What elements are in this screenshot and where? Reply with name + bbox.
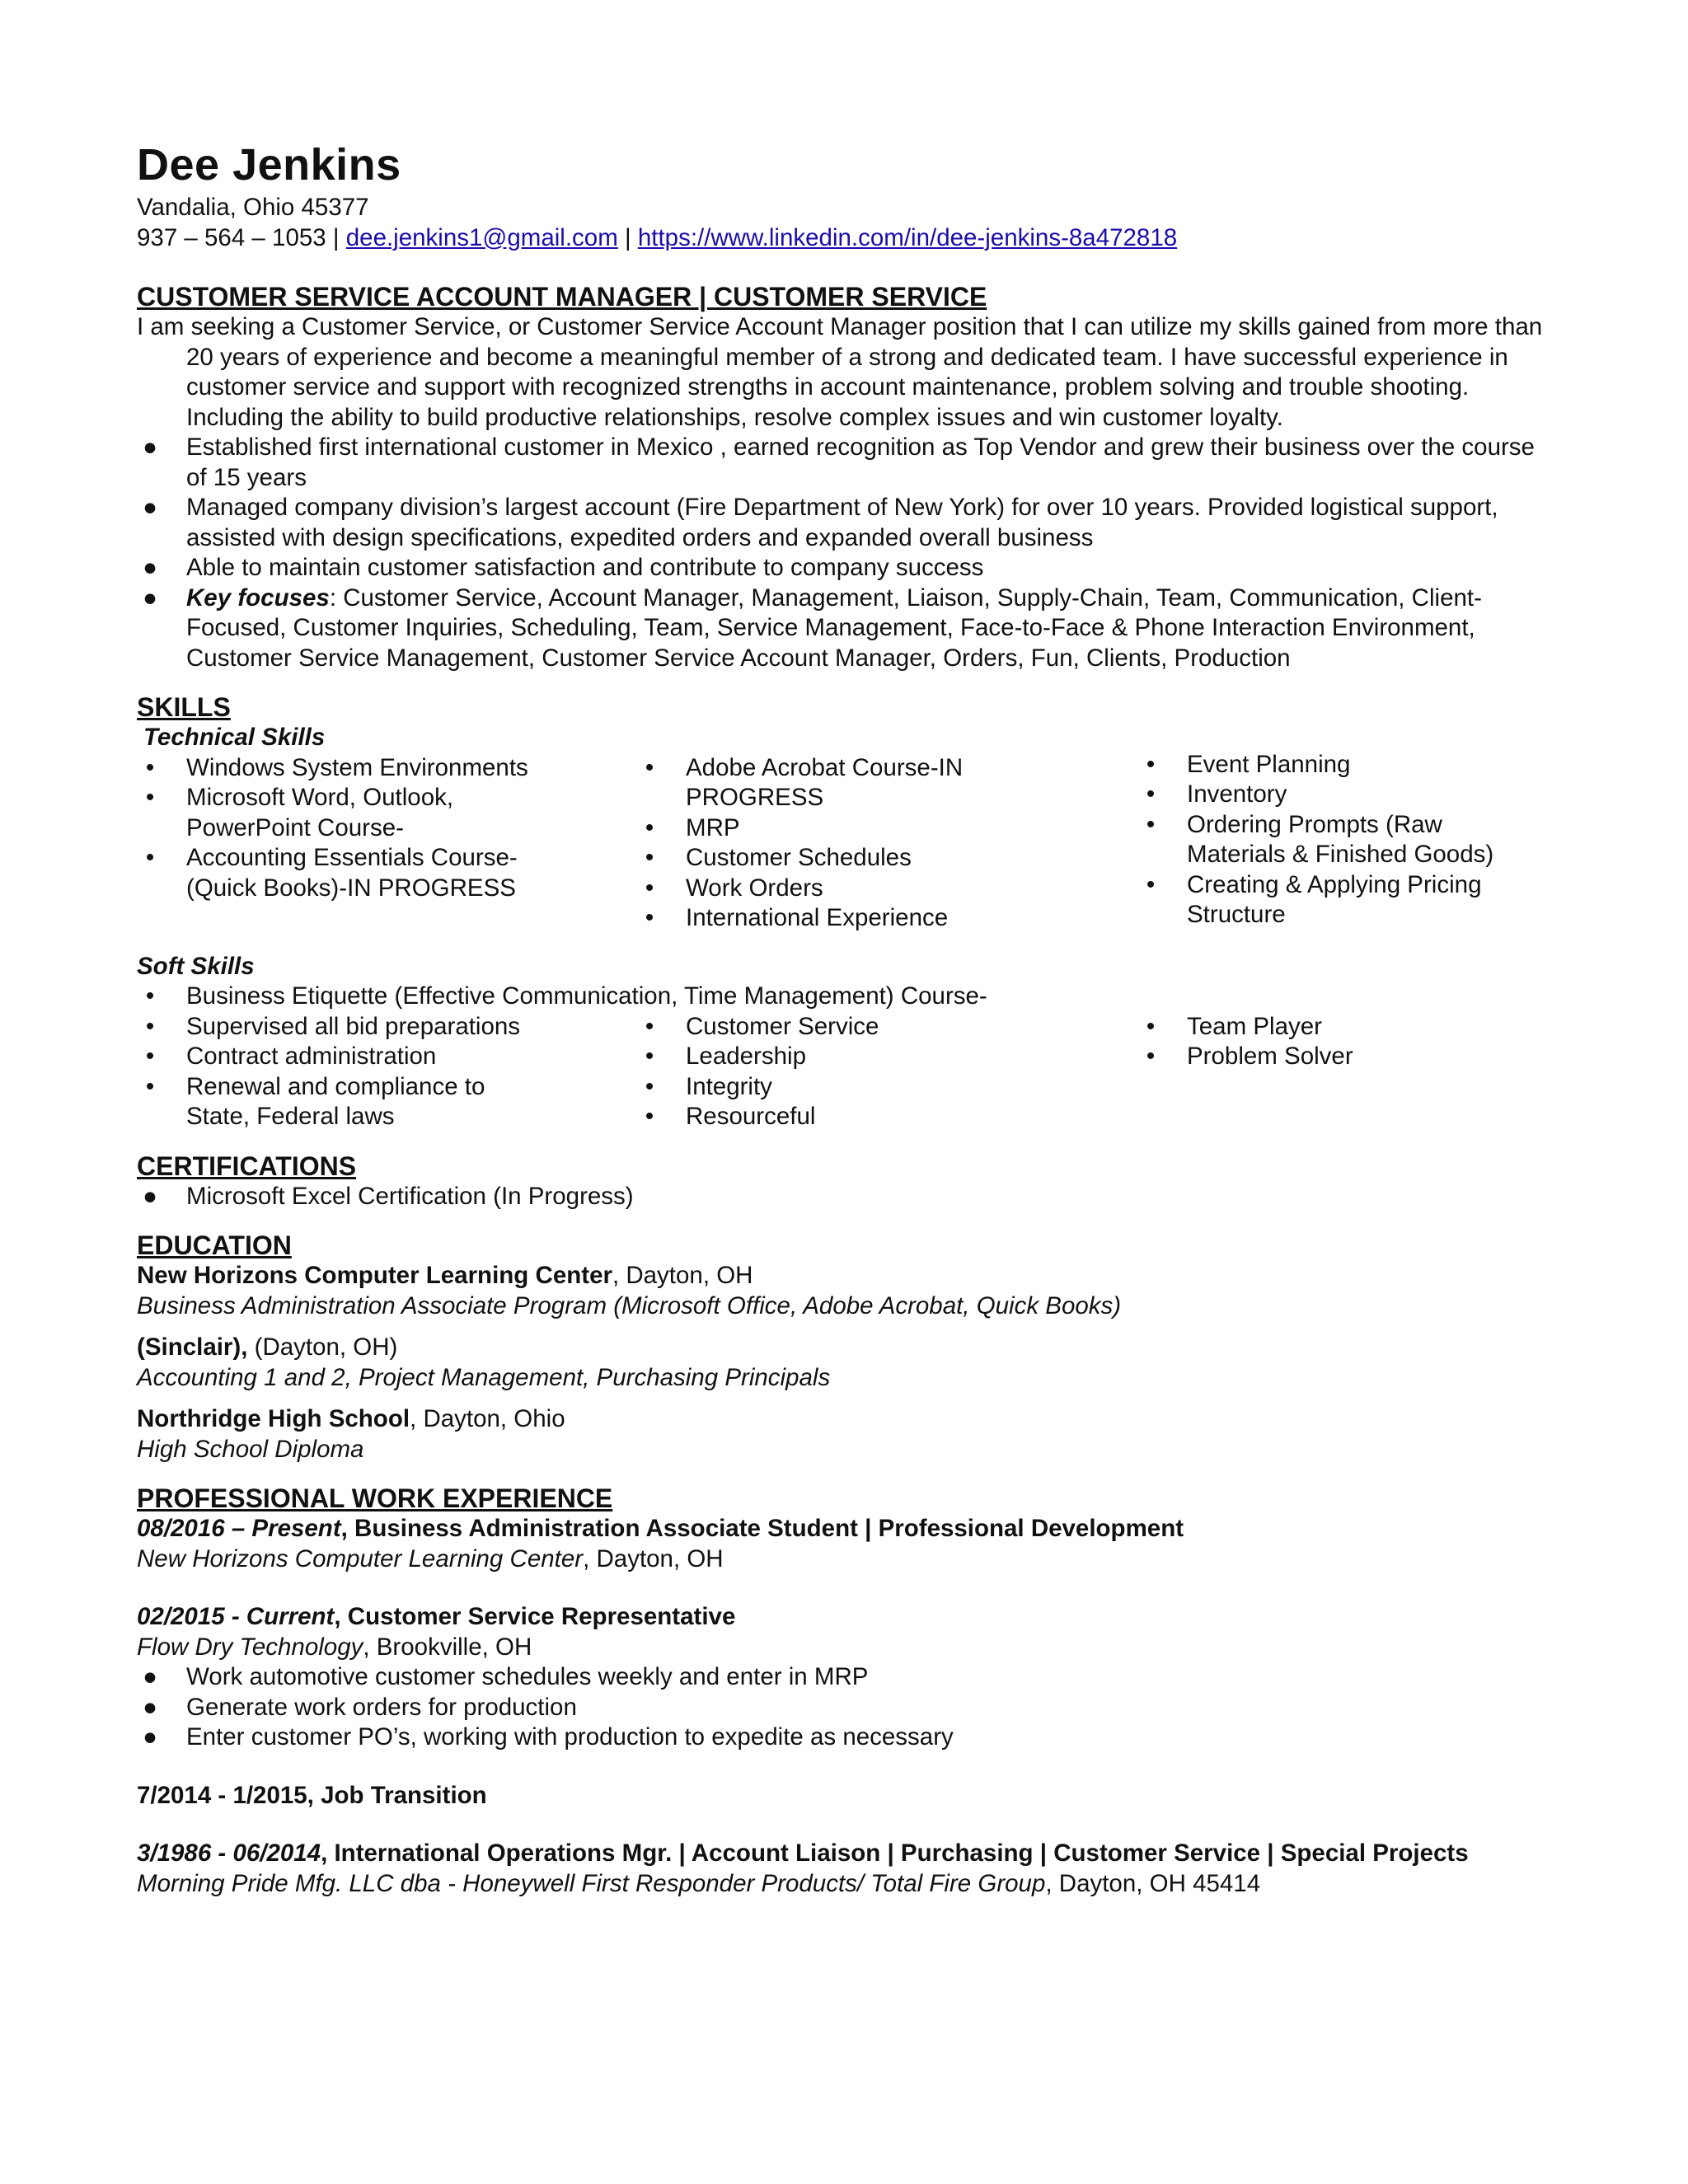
list-item: ● Generate work orders for production [143, 1693, 577, 1721]
education-entry: (Sinclair), (Dayton, OH) Accounting 1 and 2, Project Management, Purchasing Principals [137, 1333, 831, 1391]
list-item: ● Work automotive customer schedules weekly and enter in MRP [143, 1663, 869, 1690]
experience-title: PROFESSIONAL WORK EXPERIENCE [137, 1483, 613, 1513]
technical-skills-col2 [636, 753, 1137, 934]
technical-skills-col1 [137, 753, 636, 934]
list-item: • Leadership [645, 1043, 806, 1070]
soft-skills-col3 [1137, 1012, 1517, 1132]
soft-skills-label: Soft Skills [137, 952, 255, 980]
summary-paragraph: I am seeking a Customer Service, or Customer Service Account Manager position that I can utilize my skills gained from more than 20 years of experience and become a meaningful member of a strong and dedicated team. I have successful experience in customer service and support with recognized strengths in account maintenance, problem solving and trouble shooting. Including the ability to build productive relationships, resolve complex issues and win customer loyalty. [137, 313, 1543, 431]
technical-skills-columns [137, 750, 1554, 934]
list-item: ● Able to maintain customer satisfaction and contribute to company success [137, 553, 1554, 583]
separator: | [332, 223, 340, 251]
bullet-icon: ● [143, 583, 157, 612]
list-item: • Integrity [645, 1072, 772, 1100]
list-item: • Work Orders [645, 874, 823, 902]
bullet-icon: ● [143, 494, 157, 521]
list-item: • MRP [645, 813, 740, 841]
list-item: • International Experience [645, 904, 949, 931]
list-item: • Contract administration [145, 1043, 437, 1070]
summary-bullets [137, 433, 1554, 673]
resume-page [137, 137, 1554, 1899]
list-item: • Business Etiquette (Effective Communication, Time Management) Course- [145, 982, 987, 1010]
list-item [137, 583, 1554, 674]
list-item: ● Enter customer PO’s, working with production to expedite as necessary [143, 1723, 954, 1750]
bullet-icon: ● [143, 554, 157, 581]
list-item: • Microsoft Word, Outlook, PowerPoint Course- [145, 784, 454, 841]
key-focuses-label: Key focuses [186, 583, 330, 612]
job-entry: 7/2014 - 1/2015, Job Transition [137, 1781, 487, 1809]
linkedin-link[interactable]: https://www.linkedin.com/in/dee-jenkins-8a472818 [637, 223, 1178, 251]
list-item: ● Established first international customer in Mexico , earned recognition as Top Vendor and grew their business over the course of 15 years [143, 434, 1535, 491]
list-item: • Problem Solver [1146, 1043, 1353, 1070]
list-item: • Customer Schedules [645, 844, 912, 871]
soft-skills-col2 [636, 1012, 1137, 1132]
list-item: ● Microsoft Excel Certification (In Progress) [137, 1182, 1554, 1212]
phone: 937 – 564 – 1053 [137, 223, 326, 251]
list-item: • Resourceful [645, 1103, 816, 1130]
list-item: • Accounting Essentials Course-(Quick Books)-IN PROGRESS [145, 844, 518, 902]
education-title: EDUCATION [137, 1230, 292, 1260]
technical-skills-label: Technical Skills [143, 724, 326, 751]
address: Vandalia, Ohio 45377 [137, 194, 369, 221]
separator: | [624, 223, 631, 251]
education-entry: New Horizons Computer Learning Center, Dayton, OH Business Administration Associate Program (Microsoft Office, Adobe Acrobat, Quick Books) [137, 1262, 1122, 1319]
education-entry: Northridge High School, Dayton, Ohio High School Diploma [137, 1405, 565, 1463]
list-item: • Team Player [1146, 1012, 1322, 1040]
list-item: • Supervised all bid preparations [145, 1012, 521, 1040]
soft-skills-columns [137, 1012, 1554, 1132]
list-item: • Windows System Environments [145, 753, 528, 781]
certifications-list [137, 1182, 1554, 1212]
email-link[interactable]: dee.jenkins1@gmail.com [345, 223, 618, 251]
job-entry: 08/2016 – Present, Business Administration Associate Student | Professional Development New Horizons Computer Learning Center, Dayton, OH [137, 1515, 1184, 1572]
list-item: • Event Planning [1146, 750, 1351, 778]
key-focuses-text: : Customer Service, Account Manager, Management, Liaison, Supply-Chain, Team, Communication, Client-Focused, Customer Inquiries, Scheduling, Team, Service Management, Face-to-Face & Phone Interaction Environment, Customer Service Management, Customer Service Account Manager, Orders, Fun, Clients, Production [186, 583, 1482, 672]
certifications-title: CERTIFICATIONS [137, 1151, 357, 1181]
list-item: • Ordering Prompts (Raw Materials & Finished Goods) [1146, 810, 1494, 868]
list-item: • Renewal and compliance to State, Federal laws [145, 1072, 485, 1130]
list-item: • Inventory [1146, 780, 1287, 808]
list-item: • Creating & Applying Pricing Structure [1146, 870, 1482, 928]
list-item: • Adobe Acrobat Course-IN PROGRESS [645, 753, 964, 811]
soft-skills-full [137, 982, 1554, 1012]
bullet-icon: ● [143, 1182, 157, 1210]
contact-line [137, 223, 1554, 254]
candidate-name: Dee Jenkins [137, 140, 401, 190]
job-bullets [137, 1662, 1554, 1753]
list-item: • Customer Service [645, 1012, 879, 1040]
job-entry: 3/1986 - 06/2014, International Operations Mgr. | Account Liaison | Purchasing | Customer Service | Special Projects Morning Pride Mfg. LLC dba - Honeywell First Responder Products/ Total Fire Group, Dayton, OH 45414 [137, 1840, 1469, 1897]
bullet-icon: ● [143, 434, 157, 461]
soft-skills-col1 [137, 1012, 636, 1132]
summary-title: CUSTOMER SERVICE ACCOUNT MANAGER | CUSTOMER SERVICE [137, 282, 987, 312]
job-entry: 02/2015 - Current, Customer Service Representative Flow Dry Technology, Brookville, OH ● Work automotive customer schedules weekly and enter in MRP ● Generate work orders for production ● Enter customer PO’s, working with production to expedite as necessary [137, 1602, 1554, 1753]
technical-skills-col3 [1137, 750, 1517, 934]
list-item: ● Managed company division’s largest account (Fire Department of New York) for over 10 years. Provided logistical support, assisted with design specifications, expedited orders and expanded overall business [143, 494, 1498, 551]
skills-title: SKILLS [137, 692, 231, 722]
